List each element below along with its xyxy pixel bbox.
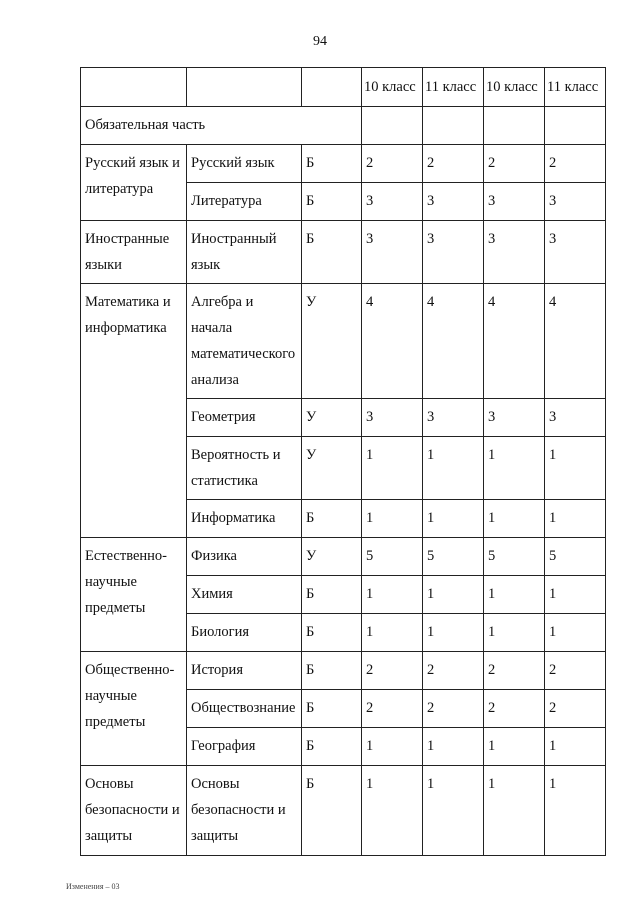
level-cell: У <box>302 399 362 437</box>
subject-cell: Основы безопасности и защиты <box>187 766 302 856</box>
hours-cell: 2 <box>545 652 606 690</box>
subject-cell: Физика <box>187 538 302 576</box>
hours-cell: 1 <box>545 576 606 614</box>
empty-cell <box>484 107 545 145</box>
level-cell: Б <box>302 690 362 728</box>
empty-cell <box>545 107 606 145</box>
hours-cell: 1 <box>545 614 606 652</box>
hours-cell: 1 <box>362 766 423 856</box>
header-cell-area <box>81 68 187 107</box>
level-cell: Б <box>302 500 362 538</box>
area-cell: Иностранные языки <box>81 221 187 284</box>
area-cell: Математика и информатика <box>81 284 187 538</box>
page-number: 94 <box>313 34 327 49</box>
header-cell-grade-11b: 11 класс <box>545 68 606 107</box>
header-cell-grade-10b: 10 класс <box>484 68 545 107</box>
table-row <box>81 145 606 183</box>
hours-cell: 1 <box>484 437 545 500</box>
subject-cell: Геометрия <box>187 399 302 437</box>
level-cell: У <box>302 284 362 399</box>
hours-cell: 2 <box>484 652 545 690</box>
empty-cell <box>362 107 423 145</box>
table-row <box>81 538 606 576</box>
hours-cell: 1 <box>484 576 545 614</box>
level-cell: Б <box>302 145 362 183</box>
hours-cell: 1 <box>362 576 423 614</box>
level-cell: Б <box>302 614 362 652</box>
hours-cell: 2 <box>484 145 545 183</box>
hours-cell: 1 <box>423 728 484 766</box>
table-row <box>81 221 606 284</box>
subject-cell: История <box>187 652 302 690</box>
hours-cell: 2 <box>362 145 423 183</box>
hours-cell: 1 <box>423 766 484 856</box>
hours-cell: 2 <box>423 652 484 690</box>
curriculum-table <box>80 67 606 856</box>
hours-cell: 2 <box>545 145 606 183</box>
level-cell: Б <box>302 221 362 284</box>
hours-cell: 1 <box>423 614 484 652</box>
hours-cell: 3 <box>484 183 545 221</box>
hours-cell: 1 <box>545 766 606 856</box>
hours-cell: 1 <box>423 576 484 614</box>
subject-cell: Алгебра и начала математического анализа <box>187 284 302 399</box>
hours-cell: 3 <box>423 221 484 284</box>
footer-note: Изменения – 03 <box>66 882 120 891</box>
hours-cell: 1 <box>484 500 545 538</box>
subject-cell: Информатика <box>187 500 302 538</box>
hours-cell: 5 <box>423 538 484 576</box>
hours-cell: 2 <box>362 690 423 728</box>
hours-cell: 2 <box>362 652 423 690</box>
hours-cell: 4 <box>484 284 545 399</box>
empty-cell <box>423 107 484 145</box>
header-cell-grade-10a: 10 класс <box>362 68 423 107</box>
hours-cell: 3 <box>484 221 545 284</box>
hours-cell: 2 <box>423 690 484 728</box>
hours-cell: 3 <box>423 399 484 437</box>
subject-cell: Иностранный язык <box>187 221 302 284</box>
subject-cell: Химия <box>187 576 302 614</box>
table-row <box>81 652 606 690</box>
hours-cell: 1 <box>545 437 606 500</box>
area-cell: Основы безопасности и защиты <box>81 766 187 856</box>
hours-cell: 1 <box>362 614 423 652</box>
header-cell-subject <box>187 68 302 107</box>
hours-cell: 1 <box>423 437 484 500</box>
hours-cell: 4 <box>423 284 484 399</box>
header-row <box>81 68 606 107</box>
section-title: Обязательная часть <box>81 107 362 145</box>
section-row <box>81 107 606 145</box>
hours-cell: 3 <box>545 183 606 221</box>
hours-cell: 3 <box>545 221 606 284</box>
hours-cell: 5 <box>545 538 606 576</box>
subject-cell: Биология <box>187 614 302 652</box>
hours-cell: 1 <box>362 728 423 766</box>
hours-cell: 1 <box>423 500 484 538</box>
level-cell: Б <box>302 766 362 856</box>
hours-cell: 5 <box>362 538 423 576</box>
level-cell: Б <box>302 183 362 221</box>
subject-cell: Литература <box>187 183 302 221</box>
hours-cell: 3 <box>362 183 423 221</box>
header-cell-level <box>302 68 362 107</box>
hours-cell: 1 <box>545 728 606 766</box>
subject-cell: Русский язык <box>187 145 302 183</box>
area-cell: Русский язык и литература <box>81 145 187 221</box>
subject-cell: Обществознание <box>187 690 302 728</box>
hours-cell: 3 <box>545 399 606 437</box>
hours-cell: 1 <box>362 437 423 500</box>
hours-cell: 1 <box>484 766 545 856</box>
hours-cell: 3 <box>423 183 484 221</box>
level-cell: Б <box>302 576 362 614</box>
area-cell: Общественно-научные предметы <box>81 652 187 766</box>
level-cell: Б <box>302 652 362 690</box>
table-row <box>81 766 606 856</box>
subject-cell: Вероятность и статистика <box>187 437 302 500</box>
hours-cell: 1 <box>362 500 423 538</box>
hours-cell: 2 <box>484 690 545 728</box>
hours-cell: 3 <box>362 221 423 284</box>
subject-cell: География <box>187 728 302 766</box>
hours-cell: 4 <box>362 284 423 399</box>
level-cell: У <box>302 538 362 576</box>
hours-cell: 5 <box>484 538 545 576</box>
hours-cell: 1 <box>484 614 545 652</box>
level-cell: У <box>302 437 362 500</box>
header-cell-grade-11a: 11 класс <box>423 68 484 107</box>
hours-cell: 2 <box>423 145 484 183</box>
hours-cell: 3 <box>484 399 545 437</box>
hours-cell: 1 <box>484 728 545 766</box>
hours-cell: 4 <box>545 284 606 399</box>
hours-cell: 3 <box>362 399 423 437</box>
level-cell: Б <box>302 728 362 766</box>
hours-cell: 2 <box>545 690 606 728</box>
area-cell: Естественно-научные предметы <box>81 538 187 652</box>
hours-cell: 1 <box>545 500 606 538</box>
table-row <box>81 284 606 399</box>
